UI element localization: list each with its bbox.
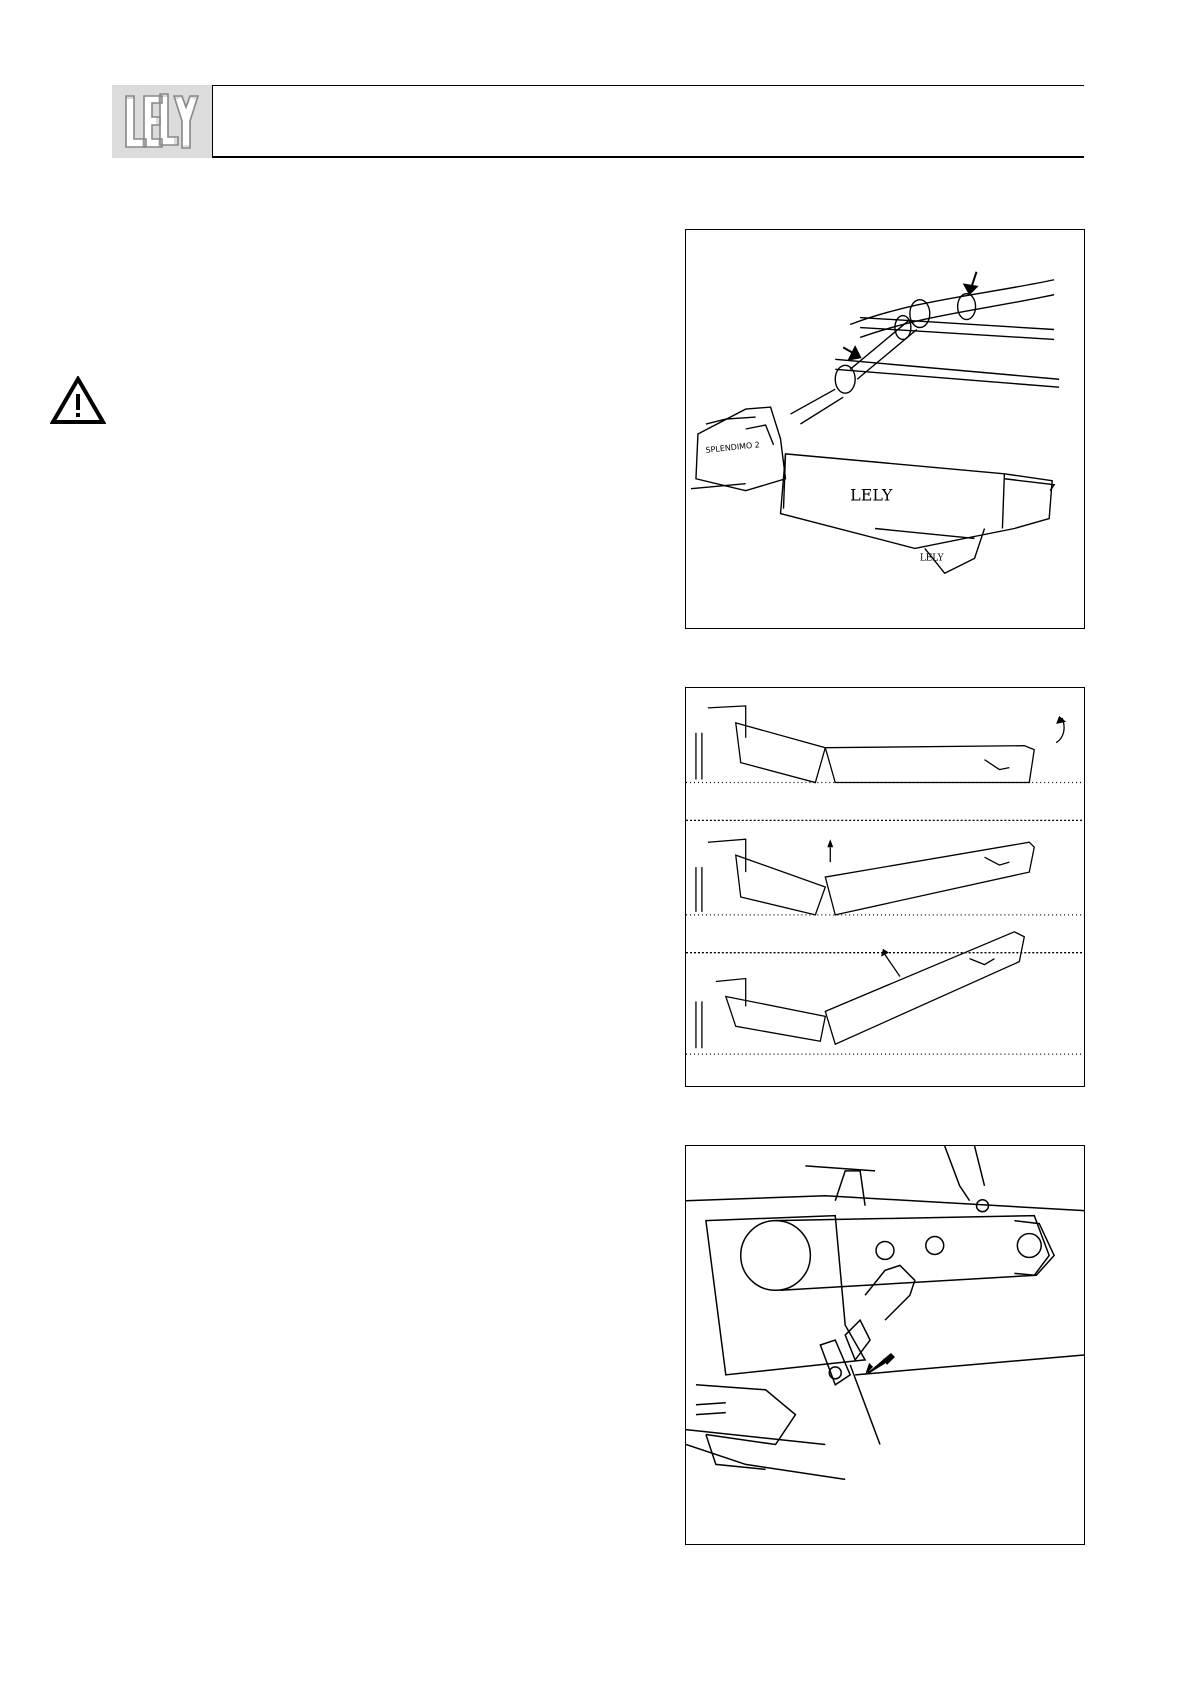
svg-text:SPLENDIMO 2: SPLENDIMO 2 (705, 440, 761, 455)
figure-pto-shaft-guard (685, 229, 1085, 629)
pto-shaft-illustration (686, 230, 1084, 628)
chain-adjustment-illustration (686, 1146, 1084, 1544)
lely-logo (112, 85, 212, 158)
figure-chain-adjustment (685, 1145, 1085, 1545)
svg-text:LELY: LELY (919, 553, 944, 564)
figure-transport-sequence (685, 687, 1085, 1087)
warning-triangle-icon (50, 376, 106, 426)
header-divider (212, 85, 213, 158)
header-top-rule (212, 85, 1084, 86)
header-bottom-rule (212, 156, 1084, 158)
lely-logo-mark (112, 85, 212, 158)
transport-sequence-illustration (686, 688, 1084, 1086)
svg-text:LELY: LELY (850, 485, 893, 505)
